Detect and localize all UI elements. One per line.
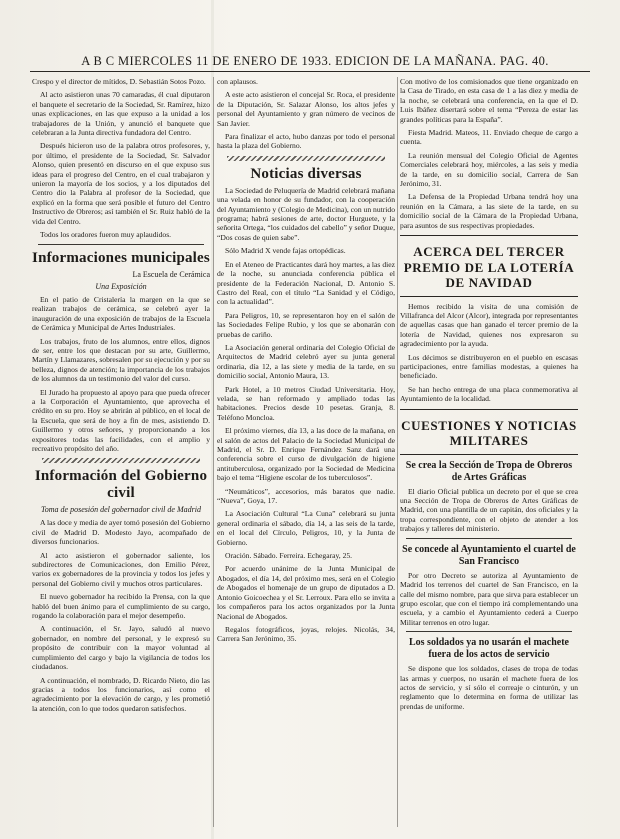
col3-top-4: La Defensa de la Propiedad Urbana tendrá hoy una reunión en la Cámara, a las siete de la tarde, en su domicilio social de la Cámara de la Propiedad Urbana, para asuntos de sus respectivas propiedades. <box>400 192 578 230</box>
page-header: A B C MIERCOLES 11 DE ENERO DE 1933. EDICION DE LA MAÑANA. PAG. 40. <box>81 54 549 68</box>
col2-top-2: A este acto asistieron el concejal Sr. Roca, el presidente de la Diputación, Sr. Salazar Alonso, los altos jefes y personal del Ayuntamiento y gran número de vecinos de San Javier. <box>217 90 395 128</box>
col3-top-2: Fiesta Madrid. Mateos, 11. Enviado cheque de cargo a cuenta. <box>400 128 578 147</box>
ornamental-divider <box>42 458 200 463</box>
col2-item-7: El próximo viernes, día 13, a las doce de la mañana, en el salón de actos del Palacio de la Sociedad Municipal de Madrid, el Sr. D. Enrique Fernández Sanz dará una conferencia sobre el curso de divulgación de higiene antituberculosa, organizado por la Sociedad de Medicina bajo el tema “Higiene escolar de los tuberculosos”. <box>217 426 395 483</box>
headline-box-militares <box>400 409 578 455</box>
col3-top-3: La reunión mensual del Colegio Oficial de Agentes Comerciales celebrará hoy, miércoles, a las seis y media de la tarde, en su domicilio social, Carrera de San Jerónimo, 31. <box>400 150 578 189</box>
col3-top-1: Con motivo de los comisionados que tiene organizado en la Casa de Tirado, en esta casa de 1 a las diez y media de la noche, se celebrará una conferencia, en la que el D. Luis Ibáñez disertará sobre el tema “Pereza de estar las grandes políticas para la España”. <box>400 77 578 124</box>
col1-intro-2: Al acto asistieron unas 70 camaradas, él cual diputaron el banquete el secretario de la Sociedad, Sr. Ramírez, hizo unas explicaciones, en las que expuso a la unidad a los trabajadores de la Unión, y anunció el banquete que celebraran a la Junta directiva fundadora del Centro. <box>32 90 210 138</box>
headline-tercer-premio: ACERCA DEL TERCER PREMIO DE LA LOTERÍA DE NAVIDAD <box>403 244 575 291</box>
col2-item-1: La Sociedad de Peluquería de Madrid celebrará mañana una velada en honor de su fundador, con la cooperación del Ayuntamiento y (Colegio de Medicina), con un nutrido programa; habrá sesiones de arte, doctor Hurguete, y la señorita Ortega, “los cuidados del cabello” y señor Duque, “Dos cosas de quien sabe”. <box>217 185 395 242</box>
column-3 <box>400 77 578 827</box>
headline-informaciones-municipales: Informaciones municipales <box>32 249 210 266</box>
column-2 <box>217 77 395 827</box>
col3-sec3-p1: Por otro Decreto se autoriza al Ayuntamiento de Madrid los terrenos del cuartel de San Francisco, en la calle del mismo nombre, para que sirva para establecer un grupo escolar, que con el tiempo irá complementando una escuela, y a cambio el Ayuntamiento cederá a Cuerpo Militar terrenos en otro lugar. <box>400 570 578 627</box>
ornamental-divider <box>227 156 385 161</box>
col2-item-9: La Asociación Cultural “La Cuna” celebrará su junta general ordinaria el sábado, día 14, a las seis de la tarde, en el local del Círculo, Peligros, 10, y la Junta de Gobierno. <box>217 509 395 547</box>
col2-item-4: Para Peligros, 10, se representaron hoy en el salón de las Sociedades Felipe Rubio, y los que se abonarán con pruebas de cariño. <box>217 310 395 339</box>
col2-top-1: con aplausos. <box>217 77 258 86</box>
subhead-exposicion: Una Exposición <box>95 281 147 291</box>
header-rule <box>30 71 590 72</box>
column-divider-2 <box>397 77 398 827</box>
col3-sec1-p2: Los décimos se distribuyeron en el pueblo en escasas participaciones, entre familias modestas, a quienes ha beneficiado. <box>400 352 578 381</box>
col1-sec1-p2: Los trabajos, fruto de los alumnos, entre ellos, dignos de ser, entre los que destacan por su arte, Guillermo, Martín y Llamazares, sobresalen por su ejecución y por su belleza, dignos de atención; la importancia de los trabajos de los alumnos da un testimonio del valor del curso. <box>32 336 210 384</box>
col1-sec1-p3: El Jurado ha propuesto al apoyo para que pueda ofrecer a la Corporación el Ayuntamiento, que aprovecha el crédito en su pro. Hoy se abrirán al público, en el local de la Escuela, que será de hoy a fin de mes, asistiendo D. Guillermo y otros señores, y proporcionando a los expositores todas las facilidades, con el amplio y recreativo propósito del año. <box>32 387 210 453</box>
col1-sec1-p1: En el patio de Cristalería la margen en la que se realizan trabajos de cerámica, se celebró ayer la inauguración de una exposición de trabajos de la Escuela de Cerámica y Municipal de Artes Industriales. <box>32 294 210 333</box>
col2-item-5: La Asociación general ordinaria del Colegio Oficial de Arquitectos de Madrid celebró ayer su junta general ordinaria, día 12, a las siete y media de la tarde, en su domicilio social, Antonio Maura, 13. <box>217 342 395 381</box>
headline-noticias-diversas: Noticias diversas <box>250 165 362 182</box>
col1-sec2-p2: Al acto asistieron el gobernador saliente, los subdirectores de Comunicaciones, don Emilio Pérez, varios ex gobernadores de la provincia y todos los jefes y personal del Gobierno civil y muchos otros particulares. <box>32 550 210 588</box>
column-1 <box>32 77 210 827</box>
col2-item-6: Park Hotel, a 10 metros Ciudad Universitaria. Hoy, velada, se han reformado y ampliado todas las habitaciones. Precios desde 10 pesetas. Granja, 8. Teléfono Moncloa. <box>217 384 395 422</box>
divider <box>406 631 572 632</box>
col3-sec1-p1: Hemos recibido la visita de una comisión de Villafranca del Alcor (Alcor), integrada por representantes de aquellas casas que han ganado el tercer premio de la lotería de Navidad, quienes nos expresaron su agradecimiento por la ayuda. <box>400 301 578 349</box>
subhead-seccion-tropa: Se crea la Sección de Tropa de Obreros de Artes Gráficas <box>405 459 573 483</box>
col2-top-3: Para finalizar el acto, hubo danzas por todo el personal hasta la plaza del Gobierno. <box>217 132 395 151</box>
col3-sec2-p1: El diario Oficial publica un decreto por el que se crea una Sección de Tropa de Obreros de Artes Gráficas de Madrid, con una plantilla de un capitán, dos oficiales y la tropa correspondiente, con el objeto de atender a los trabajos y talleres del ministerio. <box>400 486 578 534</box>
subhead-toma-posesion: Toma de posesión del gobernador civil de Madrid <box>41 505 201 515</box>
col2-item-2: Sólo Madrid X vende fajas ortopédicas. <box>225 246 346 256</box>
col2-item-3: En el Ateneo de Practicantes dará hoy martes, a las diez de la noche, su anunciada conferencia pública el presidente de la Federación Nacional, D. Antonio S. Castro del Real, con el título “La Sanidad y el Código, con la actualidad”. <box>217 259 395 307</box>
col1-sec2-p3: El nuevo gobernador ha recibido la Prensa, con la que habló del buen ánimo para el cumplimiento de su cargo, rogando la colaboración para el mejor desempeño. <box>32 592 210 621</box>
column-divider-1 <box>213 77 214 827</box>
col2-item-10: Oración. Sábado. Ferreira. Echegaray, 25. <box>225 551 353 561</box>
subhead-escuela-ceramica: La Escuela de Cerámica <box>132 269 210 279</box>
divider <box>38 244 204 245</box>
col1-sec2-p5: A continuación, el nombrado, D. Ricardo Nieto, dio las gracias a todos los funcionarios, así como el agradecimiento por la elevación de cargo, y les prometió la atención, con lo que todos quedaron satisfechos. <box>32 675 210 713</box>
col1-intro-3: Después hicieron uso de la palabra otros profesores, y, por último, el presidente de la Sociedad, Sr. Salvador Alonso, quien presentó en discurso en el que expuso sus ideas para el progreso del Centro, en el cual trabajaron y unieron la mayoría de los socios, y a los diputados del Centro dio la Palabra al profesor de la Sociedad, que explicó en la forma que será posible el futuro del Centro Instructivo de Obreros; así también el Sr. Ruiz habló de la vida del Centro. <box>32 141 210 226</box>
headline-gobierno-civil: Información del Gobierno civil <box>34 468 208 502</box>
subhead-soldados-machete: Los soldados ya no usarán el machete fuera de los actos de servicio <box>408 637 569 661</box>
divider <box>406 538 572 539</box>
col1-sec2-p1: A las doce y media de ayer tomó posesión del Gobierno civil de Madrid D. Modesto Jayo, acompañado de diversos funcionarios. <box>32 518 210 547</box>
col1-intro-1: Crespo y el director de mítidos, D. Sebastián Sotos Pozo. <box>32 77 206 86</box>
col1-sec2-p4: A continuación, el Sr. Jayo, saludó al nuevo gobernador, en nombre del personal, y le expresó su propósito de contribuir con la mayor voluntad al cumplimiento del cargo y bajo la vigilancia de todos los ciudadanos. <box>32 624 210 672</box>
headline-box-loteria <box>400 235 578 297</box>
col3-sec4-p1: Se dispone que los soldados, clases de tropa de todas las armas y cuerpos, no usarán el machete fuera de los actos de servicio, y sí sólo el correaje o cinturón, y un reglamento que lo determina en forma de utilizar las prendas de uniforme. <box>400 664 578 711</box>
col1-intro-4: Todos los oradores fueron muy aplaudidos. <box>40 230 172 240</box>
col2-item-8: “Neumáticos”, accesorios, más baratos que nadie. “Nueva”, Goya, 17. <box>217 486 395 506</box>
col2-item-11: Por acuerdo unánime de la Junta Municipal de Abogados, el día 14, del próximo mes, será en el Colegio de Abogados el homenaje de un grupo de diputados a D. Antonio Goicoechea y el Sr. Lerroux. Para ello se invita a los compañeros para los actos organizados por la Junta Nacional de Abogados. <box>217 564 395 621</box>
subhead-cuartel-san-francisco: Se concede al Ayuntamiento el cuartel de San Francisco <box>402 543 576 567</box>
col2-item-12: Regalos fotográficos, joyas, relojes. Nicolás, 34, Carrera San Jerónimo, 35. <box>217 624 395 644</box>
col3-sec1-p3: Se han hecho entrega de una placa conmemorativa al Ayuntamiento de la localidad. <box>400 384 578 404</box>
headline-cuestiones-militares: CUESTIONES Y NOTICIAS MILITARES <box>401 417 577 449</box>
